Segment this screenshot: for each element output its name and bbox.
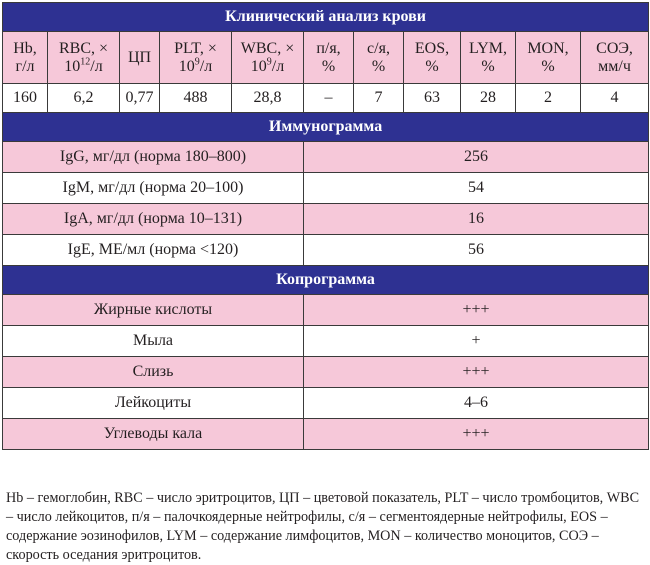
header-cp: ЦП	[120, 32, 160, 84]
header-hb: Hb, г/л	[3, 32, 48, 84]
header-wbc: WBC, × $10^9/л$	[232, 32, 304, 84]
table-row	[3, 326, 649, 357]
copro-label-soaps: Мыла	[3, 326, 304, 357]
copro-section-header	[3, 266, 649, 295]
header-seg: с/я, %	[354, 32, 404, 84]
value-cp: 0,77	[120, 84, 160, 113]
header-lym: LYM, %	[461, 32, 516, 84]
table-row	[3, 204, 649, 235]
value-eos: 63	[404, 84, 461, 113]
value-hb: 160	[3, 84, 48, 113]
value-esr: 4	[581, 84, 649, 113]
copro-label-fatty-acids: Жирные кислоты	[3, 295, 304, 326]
value-lym: 28	[461, 84, 516, 113]
abbreviations-legend: Hb – гемоглобин, RBC – число эритроцитов, ЦП – цветовой показатель, PLT – число тромбоцитов, WBC – число лейкоцитов, п/я – палочкоядерные нейтрофилы, с/я – сегментоядерные нейтрофилы, EOS – содержание эозинофилов, LYM – содержание лимфоцитов, MON – количество моноцитов, СОЭ – скорость оседания эритроцитов.	[6, 490, 640, 563]
blood-values-row	[3, 84, 649, 113]
copro-value-carbs: +++	[304, 419, 649, 450]
table-row	[3, 419, 649, 450]
value-seg: 7	[354, 84, 404, 113]
table-row	[3, 295, 649, 326]
header-plt: PLT, × $10^9/л$	[160, 32, 232, 84]
immuno-value-igm: 54	[304, 173, 649, 204]
table-row	[3, 235, 649, 266]
table-row	[3, 173, 649, 204]
immuno-label-igm: IgM, мг/дл (норма 20–100)	[3, 173, 304, 204]
copro-value-mucus: +++	[304, 357, 649, 388]
header-eos: EOS, %	[404, 32, 461, 84]
value-rbc: 6,2	[48, 84, 120, 113]
immuno-section-title: Иммунограмма	[3, 113, 649, 142]
immuno-label-ige: IgE, МЕ/мл (норма <120)	[3, 235, 304, 266]
value-mon: 2	[516, 84, 581, 113]
copro-section-title: Копрограмма	[3, 266, 649, 295]
copro-label-mucus: Слизь	[3, 357, 304, 388]
immuno-label-igg: IgG, мг/дл (норма 180–800)	[3, 142, 304, 173]
copro-value-fatty-acids: +++	[304, 295, 649, 326]
blood-header-row	[3, 32, 649, 84]
copro-value-soaps: +	[304, 326, 649, 357]
value-wbc: 28,8	[232, 84, 304, 113]
header-mon: MON, %	[516, 32, 581, 84]
copro-value-leukocytes: 4–6	[304, 388, 649, 419]
immuno-value-ige: 56	[304, 235, 649, 266]
immuno-value-iga: 16	[304, 204, 649, 235]
table-row	[3, 142, 649, 173]
blood-section-header	[3, 3, 649, 32]
immuno-section-header	[3, 113, 649, 142]
blood-section-title: Клинический анализ крови	[3, 3, 649, 32]
header-band: п/я, %	[304, 32, 354, 84]
copro-label-leukocytes: Лейкоциты	[3, 388, 304, 419]
immuno-label-iga: IgA, мг/дл (норма 10–131)	[3, 204, 304, 235]
table-row	[3, 357, 649, 388]
value-band: –	[304, 84, 354, 113]
header-rbc: RBC, × $10^{12}/л$	[48, 32, 120, 84]
table-row	[3, 388, 649, 419]
copro-label-carbs: Углеводы кала	[3, 419, 304, 450]
header-esr: СОЭ, мм/ч	[581, 32, 649, 84]
lab-results-table	[2, 2, 649, 450]
value-plt: 488	[160, 84, 232, 113]
immuno-value-igg: 256	[304, 142, 649, 173]
